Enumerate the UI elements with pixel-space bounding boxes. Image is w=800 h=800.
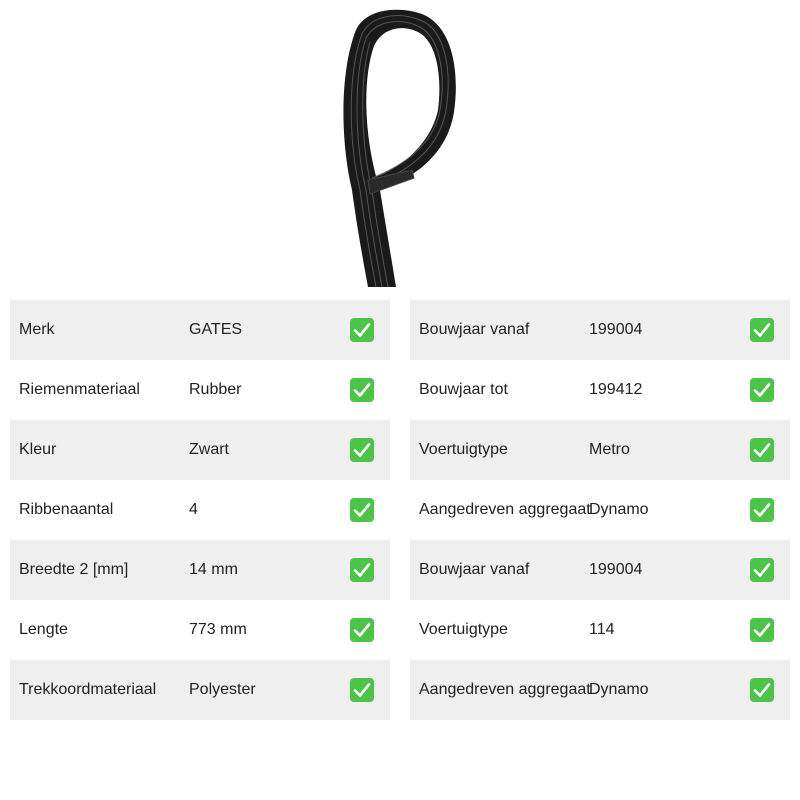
check-icon	[350, 318, 374, 342]
spec-row	[410, 600, 790, 660]
spec-value: Polyester	[189, 681, 256, 698]
check-icon	[350, 438, 374, 462]
spec-label: Bouwjaar vanaf	[419, 561, 530, 578]
spec-value: 199004	[589, 561, 643, 578]
spec-row	[410, 540, 790, 600]
check-icon	[750, 498, 774, 522]
spec-value: 199412	[589, 381, 643, 398]
check-icon	[750, 318, 774, 342]
spec-label: Aangedreven aggregaat	[419, 501, 591, 518]
spec-label: Merk	[19, 321, 55, 338]
spec-label: Lengte	[19, 621, 68, 638]
spec-label: Riemenmateriaal	[19, 381, 140, 398]
spec-label: Voertuigtype	[419, 621, 508, 638]
spec-row	[10, 420, 390, 480]
spec-row	[10, 300, 390, 360]
spec-value: 773 mm	[189, 621, 247, 638]
belt-icon	[300, 0, 500, 290]
check-icon	[750, 378, 774, 402]
check-icon	[750, 558, 774, 582]
check-icon	[750, 678, 774, 702]
spec-label: Voertuigtype	[419, 441, 508, 458]
check-icon	[750, 618, 774, 642]
spec-value: Zwart	[189, 441, 229, 458]
spec-value: GATES	[189, 321, 243, 338]
spec-row	[10, 660, 390, 720]
spec-label: Kleur	[19, 441, 57, 458]
product-image	[300, 0, 500, 290]
check-icon	[750, 438, 774, 462]
spec-row	[10, 480, 390, 540]
spec-label: Trekkoordmateriaal	[19, 681, 157, 698]
spec-row	[410, 660, 790, 720]
spec-value: Dynamo	[589, 681, 649, 698]
check-icon	[350, 378, 374, 402]
spec-label: Aangedreven aggregaat	[419, 681, 591, 698]
spec-row	[410, 480, 790, 540]
spec-value: 114	[589, 621, 615, 638]
check-icon	[350, 498, 374, 522]
spec-label: Ribbenaantal	[19, 501, 114, 518]
check-icon	[350, 618, 374, 642]
spec-label: Bouwjaar tot	[419, 381, 508, 398]
spec-label: Breedte 2 [mm]	[19, 561, 129, 578]
spec-value: 14 mm	[189, 561, 238, 578]
spec-table-left	[10, 300, 390, 720]
spec-row	[10, 600, 390, 660]
spec-value: Metro	[589, 441, 630, 458]
spec-row	[410, 420, 790, 480]
spec-value: Dynamo	[589, 501, 649, 518]
spec-row	[10, 360, 390, 420]
check-icon	[350, 558, 374, 582]
check-icon	[350, 678, 374, 702]
spec-table-right	[410, 300, 790, 720]
spec-value: 4	[189, 501, 198, 518]
spec-label: Bouwjaar vanaf	[419, 321, 530, 338]
spec-row	[410, 300, 790, 360]
spec-row	[10, 540, 390, 600]
spec-row	[410, 360, 790, 420]
spec-value: 199004	[589, 321, 643, 338]
spec-value: Rubber	[189, 381, 242, 398]
